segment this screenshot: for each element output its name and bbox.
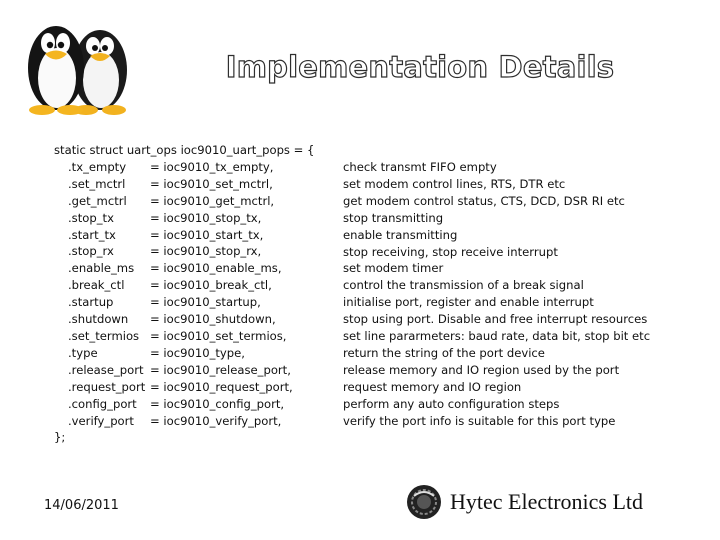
member-name: .set_mctrl xyxy=(68,176,126,191)
code-entry xyxy=(54,362,344,379)
company-name: Hytec Electronics Ltd xyxy=(450,489,644,514)
member-name: .get_mctrl xyxy=(68,193,127,208)
page-title: Implementation Details xyxy=(225,50,615,84)
description-item: return the string of the port device xyxy=(343,345,545,360)
company-brand xyxy=(406,484,643,520)
description-list xyxy=(343,159,673,430)
member-value: = ioc9010_stop_tx, xyxy=(150,210,262,225)
member-value: = ioc9010_request_port, xyxy=(150,379,293,394)
member-value: = ioc9010_start_tx, xyxy=(150,227,264,242)
code-entry xyxy=(54,260,344,277)
description-item: release memory and IO region used by the port xyxy=(343,362,620,377)
description-item: initialise port, register and enable interrupt xyxy=(343,295,594,310)
member-name: .type xyxy=(68,345,98,360)
member-name: .stop_tx xyxy=(68,210,114,225)
member-value: = ioc9010_tx_empty, xyxy=(150,159,274,174)
member-name: .startup xyxy=(68,295,114,310)
description-item: check transmt FIFO empty xyxy=(343,160,497,174)
code-entry xyxy=(54,227,344,244)
code-entry xyxy=(54,193,344,210)
member-value: = ioc9010_stop_rx, xyxy=(150,244,262,259)
member-value: = ioc9010_startup, xyxy=(150,295,261,310)
code-entry xyxy=(54,243,344,260)
code-entry xyxy=(54,379,344,396)
description-item: stop using port. Disable and free interrupt resources xyxy=(343,312,648,327)
tux-penguins-logo xyxy=(22,16,132,118)
member-name: .tx_empty xyxy=(68,159,127,174)
description-item: stop receiving, stop receive interrupt xyxy=(343,244,558,259)
member-value: = ioc9010_enable_ms, xyxy=(150,261,282,276)
member-name: .break_ctl xyxy=(68,278,125,293)
description-item: get modem control status, CTS, DCD, DSR RI etc xyxy=(343,193,625,208)
description-item: set line pararmeters: baud rate, data bit, stop bit etc xyxy=(343,329,651,344)
member-value: = ioc9010_release_port, xyxy=(150,362,291,377)
description-item: control the transmission of a break signal xyxy=(343,278,584,293)
member-value: = ioc9010_type, xyxy=(150,345,245,360)
description-item: set modem timer xyxy=(343,261,444,276)
code-block xyxy=(54,142,344,446)
member-value: = ioc9010_set_mctrl, xyxy=(150,176,273,191)
code-entry xyxy=(54,396,344,413)
member-value: = ioc9010_verify_port, xyxy=(150,413,282,428)
description-item: verify the port info is suitable for this port type xyxy=(343,413,616,428)
member-name: .stop_rx xyxy=(68,244,114,259)
code-entry xyxy=(54,328,344,345)
member-name: .shutdown xyxy=(68,312,129,327)
member-name: .verify_port xyxy=(68,413,134,428)
description-item: enable transmitting xyxy=(343,227,458,242)
code-entry xyxy=(54,294,344,311)
description-item: request memory and IO region xyxy=(343,379,522,394)
code-entry xyxy=(54,413,344,430)
description-item: set modem control lines, RTS, DTR etc xyxy=(343,176,566,191)
slide-date: 14/06/2011 xyxy=(44,498,119,513)
code-footer: }; xyxy=(54,430,66,445)
member-name: .config_port xyxy=(68,396,137,411)
code-entry xyxy=(54,277,344,294)
member-value: = ioc9010_shutdown, xyxy=(150,312,276,327)
code-entry xyxy=(54,176,344,193)
member-name: .start_tx xyxy=(68,227,116,242)
code-header: static struct uart_ops ioc9010_uart_pops = { xyxy=(54,143,315,157)
member-value: = ioc9010_set_termios, xyxy=(150,328,287,343)
member-name: .set_termios xyxy=(68,328,140,343)
hytec-logo-icon xyxy=(406,484,442,520)
description-item: stop transmitting xyxy=(343,210,444,225)
member-name: .request_port xyxy=(68,379,146,394)
code-entry xyxy=(54,210,344,227)
description-item: perform any auto configuration steps xyxy=(343,396,560,411)
member-name: .release_port xyxy=(68,362,144,377)
code-entry xyxy=(54,159,344,176)
member-value: = ioc9010_break_ctl, xyxy=(150,278,272,293)
code-entry xyxy=(54,311,344,328)
member-value: = ioc9010_get_mctrl, xyxy=(150,193,275,208)
member-value: = ioc9010_config_port, xyxy=(150,396,285,411)
member-name: .enable_ms xyxy=(68,261,135,276)
code-entry xyxy=(54,345,344,362)
code-rows xyxy=(54,159,344,430)
